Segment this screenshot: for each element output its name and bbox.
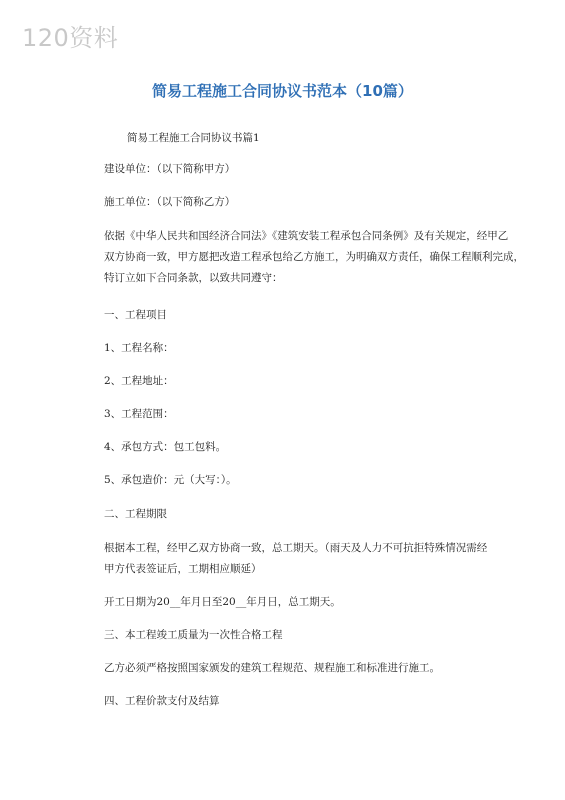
construction-party-line: 建设单位：（以下简称甲方） bbox=[104, 163, 236, 175]
item-project-address: 2、工程地址： bbox=[104, 375, 174, 387]
watermark-logo: 120资料 bbox=[22, 24, 119, 52]
clause-heading-duration: 二、工程期限 bbox=[104, 508, 167, 520]
paragraph-line: 双方协商一致，甲方愿把改造工程承包给乙方施工，为明确双方责任，确保工程顺利完成， bbox=[104, 251, 524, 263]
quality-standard-line: 乙方必须严格按照国家颁发的建筑工程规范、规程施工和标准进行施工。 bbox=[104, 662, 440, 674]
start-date-line: 开工日期为20__年月日至20__年月日，总工期天。 bbox=[104, 596, 341, 608]
item-project-name: 1、工程名称： bbox=[104, 342, 174, 354]
item-contract-method: 4、承包方式：包工包料。 bbox=[104, 441, 227, 453]
clause-heading-project: 一、工程项目 bbox=[104, 309, 167, 321]
clause-heading-quality: 三、本工程竣工质量为一次性合格工程 bbox=[104, 629, 283, 641]
paragraph-line: 甲方代表签证后，工期相应顺延） bbox=[104, 563, 262, 575]
paragraph-line: 根据本工程，经甲乙双方协商一致，总工期天。（雨天及人力不可抗拒特殊情况需经 bbox=[104, 542, 488, 554]
duration-paragraph bbox=[104, 538, 496, 580]
intro-paragraph bbox=[104, 226, 524, 289]
document-title: 简易工程施工合同协议书范本（10篇） bbox=[152, 82, 413, 100]
paragraph-line: 依据《中华人民共和国经济合同法》《建筑安装工程承包合同条例》及有关规定，经甲乙 bbox=[104, 230, 509, 242]
item-project-scope: 3、工程范围： bbox=[104, 408, 174, 420]
section-heading: 简易工程施工合同协议书篇1 bbox=[127, 132, 260, 144]
item-contract-price: 5、承包造价：元（大写：）。 bbox=[104, 474, 237, 486]
clause-heading-payment: 四、工程价款支付及结算 bbox=[104, 695, 220, 707]
contractor-party-line: 施工单位：（以下简称乙方） bbox=[104, 196, 236, 208]
paragraph-line: 特订立如下合同条款，以致共同遵守： bbox=[104, 272, 283, 284]
